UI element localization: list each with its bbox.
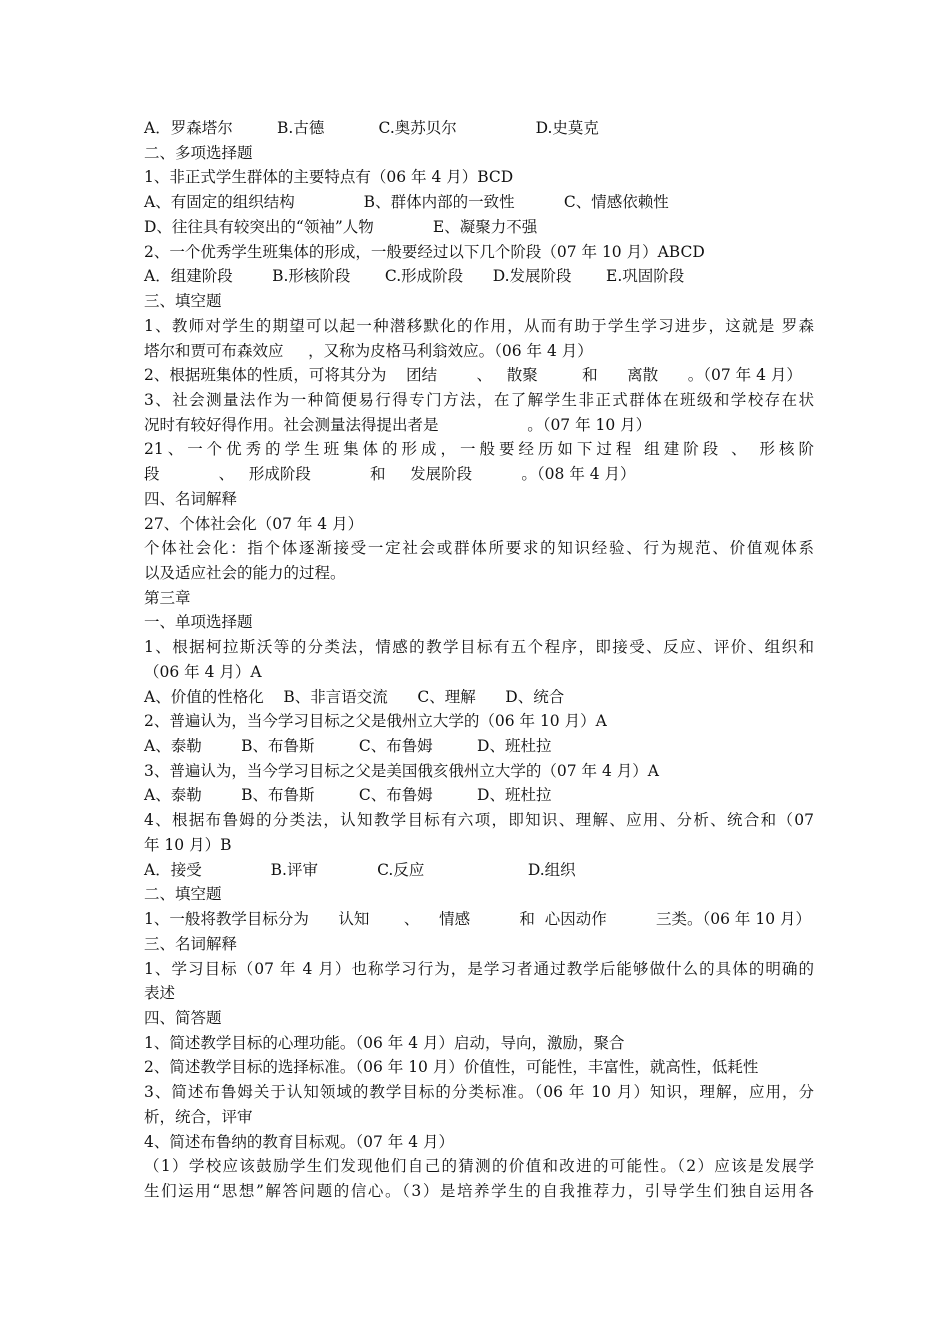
option-line: A．接受 B.评审 C.反应 D.组织	[144, 860, 576, 879]
section-heading: 四、简答题	[144, 1008, 222, 1027]
question-line: 塔尔和贾可布森效应 ，又称为皮格马利翁效应。（06 年 4 月）	[144, 341, 593, 360]
question-line: 年 10 月）B	[144, 835, 232, 854]
question-line: 3、简述布鲁姆关于认知领域的教学目标的分类标准。（06 年 10 月）知识，理解，应用，分	[144, 1083, 814, 1102]
option-line: A、泰勒 B、布鲁斯 C、布鲁姆 D、班杜拉	[144, 737, 552, 755]
answer-line: 表述	[144, 984, 176, 1003]
answer-line: 以及适应社会的能力的过程。	[144, 564, 346, 582]
question-line: 4、简述布鲁纳的教育目标观。（07 年 4 月）	[144, 1132, 454, 1151]
option-line: A、价值的性格化 B、非言语交流 C、理解 D、统合	[144, 687, 565, 706]
option-line: A．组建阶段 B.形核阶段 C.形成阶段 D.发展阶段 E.巩固阶段	[144, 267, 685, 286]
section-heading: 四、名词解释	[144, 489, 238, 508]
section-heading: 一、单项选择题	[144, 613, 253, 632]
question-line: 2、简述教学目标的选择标准。（06 年 10 月）价值性，可能性，丰富性，就高性，低耗性	[144, 1058, 759, 1077]
question-line: 1、教师对学生的期望可以起一种潜移默化的作用，从而有助于学生学习进步，这就是 罗森	[144, 316, 814, 335]
question-line: 2、根据班集体的性质，可将其分为 团结 、 散聚 和 离散 。（07 年 4 月）	[144, 366, 802, 385]
question-line: 2、普遍认为，当今学习目标之父是俄州立大学的（06 年 10 月）A	[144, 712, 607, 731]
question-line: 况时有较好得作用。社会测量法得提出者是 。（07 年 10 月）	[144, 415, 652, 434]
question-line: 3、社会测量法作为一种简便易行得专门方法，在了解学生非正式群体在班级和学校存在状	[144, 390, 814, 409]
question-line: 1、根据柯拉斯沃等的分类法，情感的教学目标有五个程序，即接受、反应、评价、组织和	[144, 638, 814, 657]
answer-line: （1）学校应该鼓励学生们发现他们自己的猜测的价值和改进的可能性。（2）应该是发展学	[144, 1157, 814, 1176]
question-line: 段 、 形成阶段 和 发展阶段 。（08 年 4 月）	[144, 465, 636, 484]
section-heading: 三、填空题	[144, 292, 222, 310]
section-heading: 三、名词解释	[144, 934, 238, 953]
option-line: D、往往具有较突出的“领袖”人物 E、凝聚力不强	[144, 217, 538, 236]
question-line: 27、个体社会化（07 年 4 月）	[144, 514, 364, 533]
question-line: 1、非正式学生群体的主要特点有（06 年 4 月）BCD	[144, 168, 514, 187]
option-line: A、有固定的组织结构 B、群体内部的一致性 C、情感依赖性	[144, 193, 669, 212]
chapter-heading: 第三章	[144, 588, 191, 607]
answer-line: 生们运用“思想”解答问题的信心。（3）是培养学生的自我推荐力，引导学生们独自运用各	[144, 1182, 814, 1200]
question-line: 1、简述教学目标的心理功能。（06 年 4 月）启动，导向，激励，聚合	[144, 1033, 625, 1052]
question-line: 1、一般将教学目标分为 认知 、 情感 和 心因动作 三类。（06 年 10 月）	[144, 910, 811, 928]
question-line: 2、一个优秀学生班集体的形成，一般要经过以下几个阶段（07 年 10 月）ABCD	[144, 242, 705, 261]
question-line: 4、根据布鲁姆的分类法，认知教学目标有六项，即知识、理解、应用、分析、统合和（07	[144, 811, 814, 830]
option-line: A、泰勒 B、布鲁斯 C、布鲁姆 D、班杜拉	[144, 786, 552, 805]
section-heading: 二、填空题	[144, 885, 222, 904]
question-line: 21、一个优秀的学生班集体的形成，一般要经历如下过程 组建阶段 、 形核阶	[144, 440, 814, 459]
option-line: A．罗森塔尔 B.古德 C.奥苏贝尔 D.史莫克	[144, 119, 599, 137]
answer-line: 1、学习目标（07 年 4 月）也称学习行为，是学习者通过教学后能够做什么的具体的明确的	[144, 959, 814, 978]
section-heading: 二、多项选择题	[144, 143, 253, 162]
question-line: 析，统合，评审	[144, 1107, 253, 1126]
question-line: （06 年 4 月）A	[144, 662, 262, 681]
question-line: 3、普遍认为，当今学习目标之父是美国俄亥俄州立大学的（07 年 4 月）A	[144, 761, 659, 780]
answer-line: 个体社会化：指个体逐渐接受一定社会或群体所要求的知识经验、行为规范、价值观体系	[144, 539, 814, 558]
